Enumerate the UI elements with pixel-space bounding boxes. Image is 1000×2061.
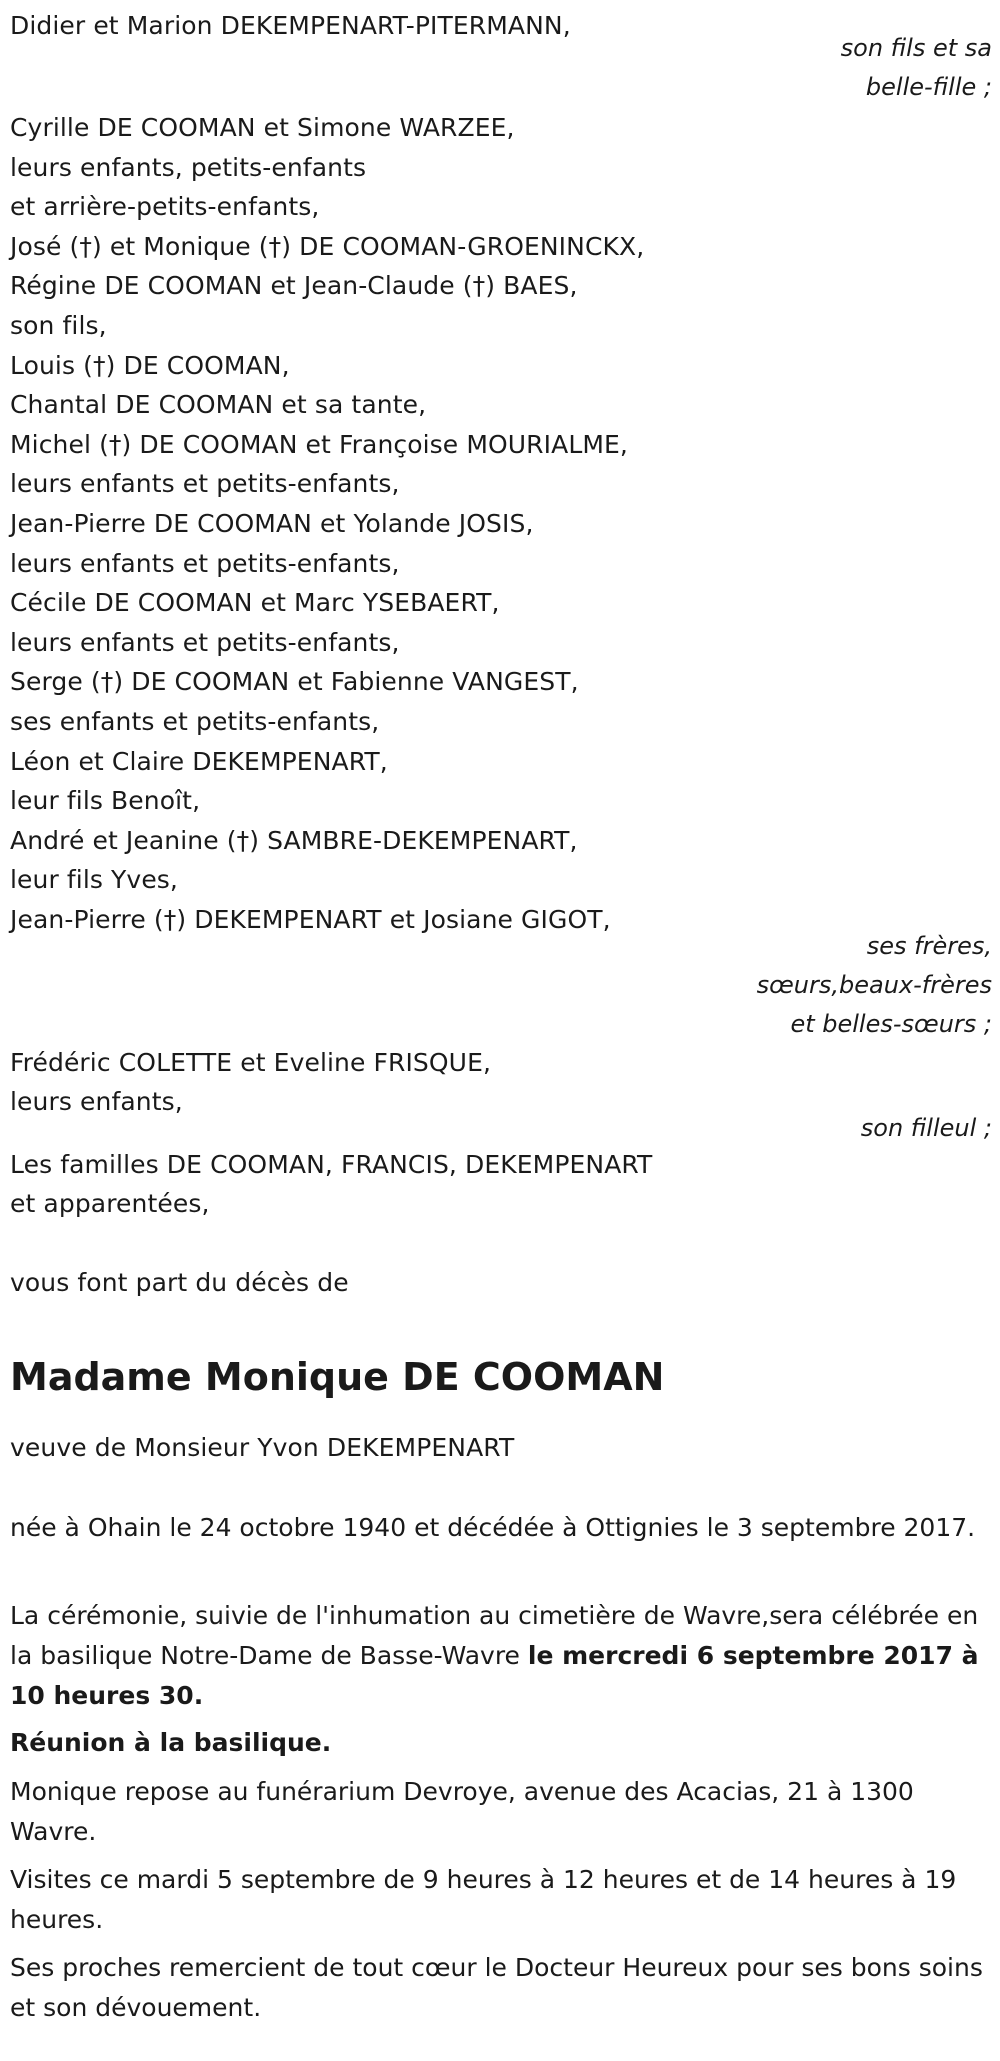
family-line: Régine DE COOMAN et Jean-Claude (†) BAES, (10, 271, 578, 300)
family-line: son fils, (10, 311, 107, 340)
family-line: leurs enfants et petits-enfants, (10, 469, 400, 498)
family-line: Frédéric COLETTE et Eveline FRISQUE, (10, 1048, 492, 1077)
family-line: leurs enfants, petits-enfants (10, 153, 367, 182)
family-line: Jean-Pierre DE COOMAN et Yolande JOSIS, (10, 509, 534, 538)
family-line: leurs enfants et petits-enfants, (10, 549, 400, 578)
birth-death-paragraph: née à Ohain le 24 octobre 1940 et décédée à Ottignies le 3 septembre 2017. (10, 1513, 976, 1542)
visits-paragraph: Visites ce mardi 5 septembre de 9 heures à 12 heures et de 14 heures à 19 heures. (10, 1865, 957, 1934)
relation-label: son fils et sa (840, 34, 992, 62)
announcement-line: vous font part du décès de (10, 1268, 349, 1297)
family-line: José (†) et Monique (†) DE COOMAN-GROENINCKX, (10, 232, 645, 261)
relation-label: son filleul ; (860, 1114, 992, 1142)
repose-paragraph: Monique repose au funérarium Devroye, avenue des Acacias, 21 à 1300 Wavre. (10, 1777, 914, 1846)
thanks-paragraph: Ses proches remercient de tout cœur le Docteur Heureux pour ses bons soins et son dévouement. (10, 1953, 983, 2022)
family-line: et apparentées, (10, 1189, 210, 1218)
family-line: et arrière-petits-enfants, (10, 192, 320, 221)
family-line: Didier et Marion DEKEMPENART-PITERMANN, (10, 11, 571, 40)
family-line: leurs enfants et petits-enfants, (10, 628, 400, 657)
family-line: leur fils Yves, (10, 865, 178, 894)
family-line: leur fils Benoît, (10, 786, 201, 815)
family-line: André et Jeanine (†) SAMBRE-DEKEMPENART, (10, 826, 578, 855)
family-line: Les familles DE COOMAN, FRANCIS, DEKEMPENART (10, 1150, 653, 1179)
family-line: Serge (†) DE COOMAN et Fabienne VANGEST, (10, 667, 579, 696)
widow-of-line: veuve de Monsieur Yvon DEKEMPENART (10, 1433, 515, 1462)
reunion-line: Réunion à la basilique. (10, 1728, 332, 1757)
family-line: leurs enfants, (10, 1087, 183, 1116)
family-line: Léon et Claire DEKEMPENART, (10, 747, 388, 776)
family-line: Chantal DE COOMAN et sa tante, (10, 390, 427, 419)
family-line: Jean-Pierre (†) DEKEMPENART et Josiane GIGOT, (10, 905, 611, 934)
ceremony-paragraph (10, 1596, 985, 1716)
family-line: Cécile DE COOMAN et Marc YSEBAERT, (10, 588, 500, 617)
family-line: Louis (†) DE COOMAN, (10, 351, 290, 380)
family-line: ses enfants et petits-enfants, (10, 707, 380, 736)
ceremony-text: La cérémonie, suivie de l'inhumation au cimetière de Wavre,sera célébrée en la basilique Notre-Dame de Basse-Wavre (10, 1601, 979, 1670)
relation-label: belle-fille ; (865, 73, 992, 101)
deceased-name: Madame Monique DE COOMAN (10, 1355, 665, 1399)
relation-label: ses frères, (866, 932, 992, 960)
ceremony-date: le mercredi 6 septembre 2017 à 10 heures 30. (10, 1641, 979, 1710)
family-line: Cyrille DE COOMAN et Simone WARZEE, (10, 113, 515, 142)
relation-label: et belles-sœurs ; (790, 1010, 992, 1038)
family-line: Michel (†) DE COOMAN et Françoise MOURIALME, (10, 430, 628, 459)
relation-label: sœurs,beaux-frères (756, 971, 992, 999)
